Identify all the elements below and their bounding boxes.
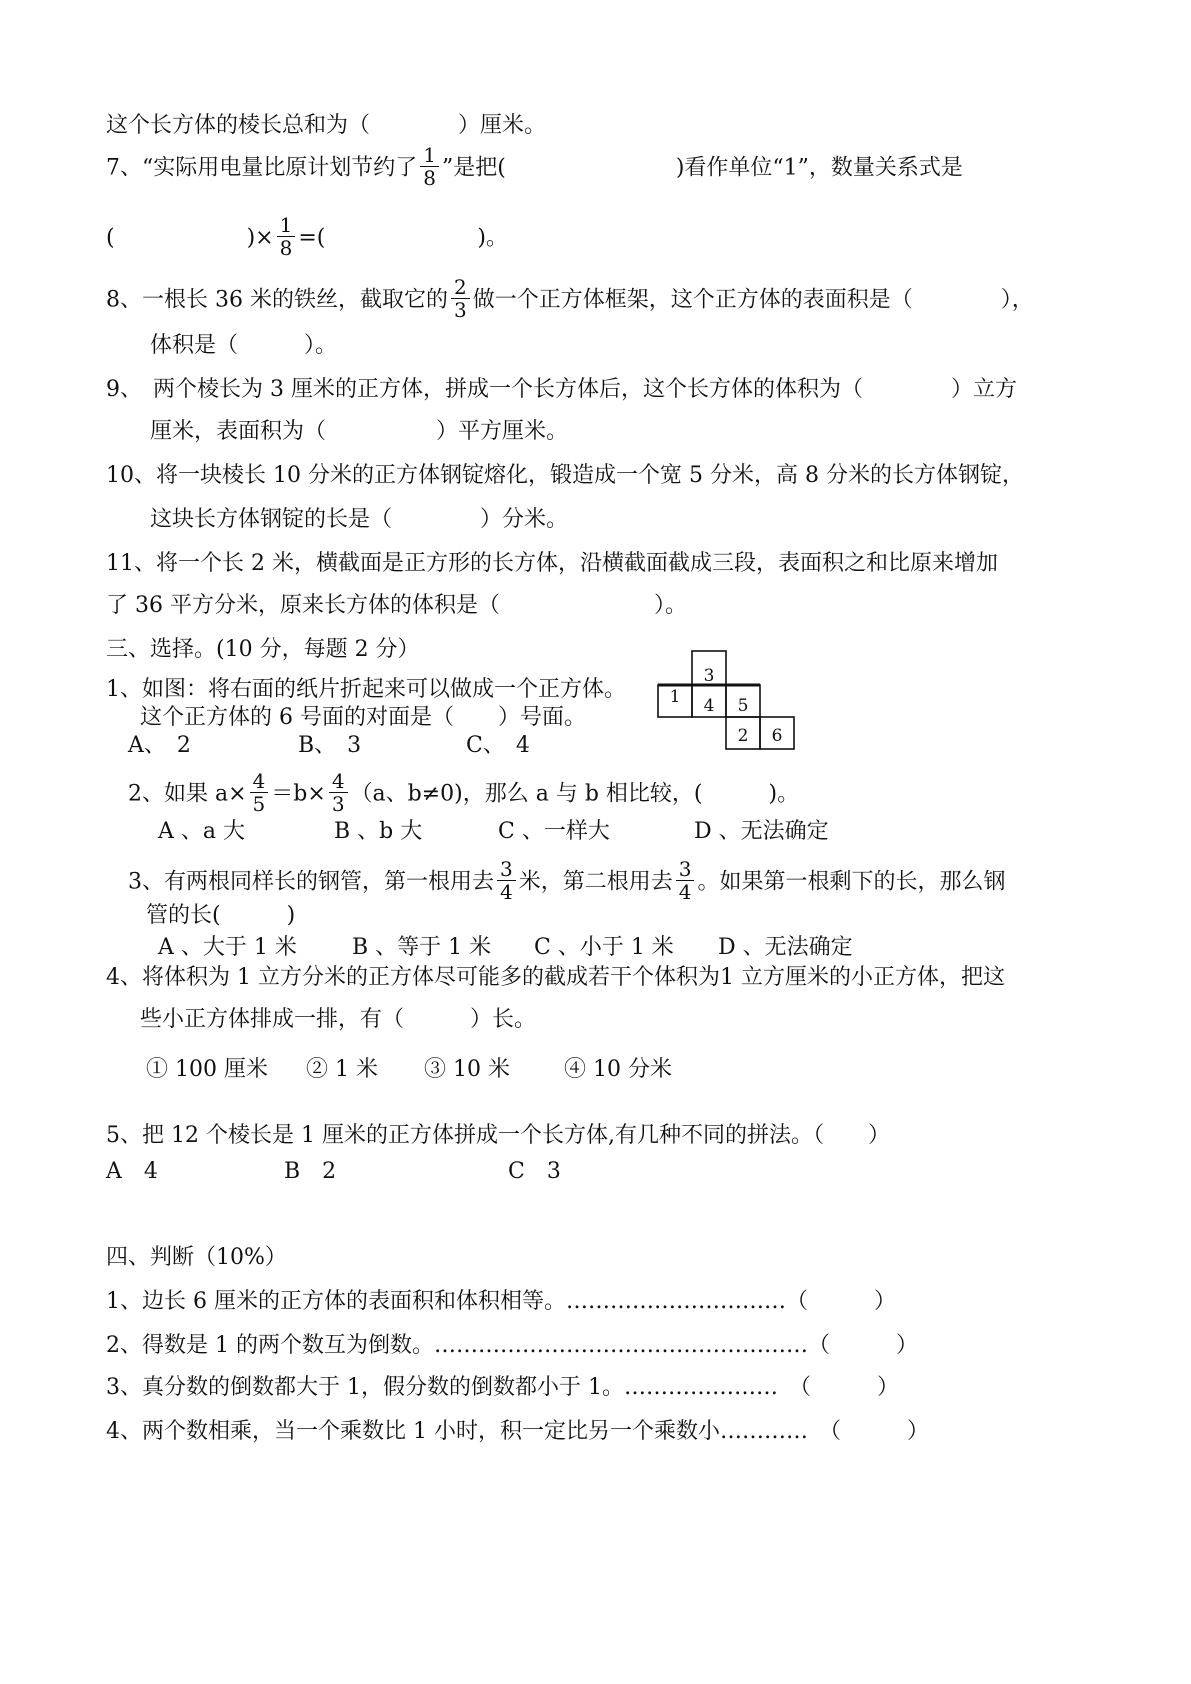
s3-q3-line2: 管的长( ) — [146, 903, 296, 928]
s3-q3-line1: 3、有两根同样长的钢管，第一根用去 $\frac{3}{4}$ 米，第二根用去 $\frac{3}{4}$ 。如果第一根剩下的长，那么钢 — [128, 857, 1006, 904]
net-label-4: 4 — [703, 696, 715, 716]
s3-q5-option-b[interactable]: B 2 — [284, 1159, 337, 1184]
q7-fraction-2: $\frac{1}{8}$ — [277, 214, 296, 259]
s3-q5-option-a[interactable]: A 4 — [106, 1159, 158, 1184]
net-label-1: 1 — [669, 687, 681, 707]
net-square-6 — [760, 717, 794, 749]
net-square-1 — [658, 685, 692, 717]
question-11-line2: 了 36 平方分米，原来长方体的体积是（ ）。 — [106, 593, 687, 618]
s3-q1-option-c[interactable]: C、 4 — [466, 733, 530, 758]
s3-q2-line1: 2、如果 a× $\frac{4}{5}$ ＝b× $\frac{4}{3}$ （a、b≠0)，那么 a 与 b 相比较，( )。 — [128, 769, 800, 816]
judge-item-2: 2、得数是 1 的两个数互为倒数。……………………………………………（ ） — [106, 1333, 918, 1358]
s3-q5-option-c[interactable]: C 3 — [508, 1159, 561, 1184]
q7-text-a: 7、“实际用电量比原计划节约了 — [106, 155, 418, 181]
question-10-line2: 这块长方体钢锭的长是（ ）分米。 — [150, 507, 569, 532]
s3-q1-line1: 1、如图：将右面的纸片折起来可以做成一个正方体。 — [106, 677, 626, 702]
net-label-6: 6 — [771, 726, 783, 746]
s3-q4-line1: 4、将体积为 1 立方分米的正方体尽可能多的截成若干个体积为1 立方厘米的小正方体，把这 — [106, 965, 1005, 990]
s3-q3-option-c[interactable]: C 、小于 1 米 — [534, 935, 674, 960]
net-square-4 — [692, 685, 726, 717]
question-10-line1: 10、将一块棱长 10 分米的正方体钢锭熔化，锻造成一个宽 5 分米，高 8 分米的长方体钢锭， — [106, 463, 1024, 488]
s3-q3-option-d[interactable]: D 、无法确定 — [718, 935, 853, 960]
s3-q4-option-2[interactable]: ② 1 米 — [306, 1057, 378, 1082]
question-9-line2: 厘米，表面积为（ ）平方厘米。 — [150, 419, 569, 444]
section-3-heading: 三、选择。(10 分，每题 2 分） — [106, 637, 420, 662]
s3-q1-option-a[interactable]: A、 2 — [128, 733, 191, 758]
s3-q2-fraction-2: $\frac{4}{3}$ — [329, 770, 348, 815]
s3-q1-line2: 这个正方体的 6 号面的对面是（ ）号面。 — [140, 705, 586, 730]
s3-q2-option-b[interactable]: B 、b 大 — [334, 819, 423, 844]
question-7-line2: ( )× $\frac{1}{8}$ =( )。 — [106, 213, 508, 260]
s3-q3-fraction-2: $\frac{3}{4}$ — [676, 858, 695, 903]
s3-q5-line1: 5、把 12 个棱长是 1 厘米的正方体拼成一个长方体,有几种不同的拼法。（ ） — [106, 1123, 890, 1148]
s3-q3-fraction-1: $\frac{3}{4}$ — [497, 858, 516, 903]
s3-q3-option-b[interactable]: B 、等于 1 米 — [352, 935, 492, 960]
s3-q4-option-3[interactable]: ③ 10 米 — [424, 1057, 510, 1082]
q7-text-b: ”是把( — [441, 155, 506, 181]
s3-q4-option-4[interactable]: ④ 10 分米 — [564, 1057, 672, 1082]
net-label-3: 3 — [703, 666, 715, 686]
q7-fraction: $\frac{1}{8}$ — [420, 144, 439, 189]
judge-item-3: 3、真分数的倒数都大于 1，假分数的倒数都小于 1。………………… （ ） — [106, 1375, 899, 1400]
q7-text-c: )看作单位“1”，数量关系式是 — [675, 155, 963, 181]
s3-q2-option-c[interactable]: C 、一样大 — [498, 819, 610, 844]
net-square-2 — [726, 717, 760, 749]
s3-q4-line2: 些小正方体排成一排，有（ ）长。 — [140, 1007, 537, 1032]
judge-item-1: 1、边长 6 厘米的正方体的表面积和体积相等。…………………………（ ） — [106, 1289, 896, 1314]
question-11-line1: 11、将一个长 2 米，横截面是正方形的长方体，沿横截面截成三段，表面积之和比原来增加 — [106, 551, 998, 576]
net-square-3 — [692, 651, 726, 685]
judge-item-4: 4、两个数相乘，当一个乘数比 1 小时，积一定比另一个乘数小………… （ ） — [106, 1419, 929, 1444]
section-4-heading: 四、判断（10%） — [106, 1245, 287, 1270]
s3-q1-option-b[interactable]: B、 3 — [298, 733, 362, 758]
question-8-line1: 8、一根长 36 米的铁丝，截取它的 $\frac{2}{3}$ 做一个正方体框架，这个正方体的表面积是（ ）， — [106, 275, 1034, 322]
question-7-line1 — [106, 143, 963, 191]
q6-continuation: 这个长方体的棱长总和为（ ）厘米。 — [106, 113, 547, 138]
s3-q2-fraction-1: $\frac{4}{5}$ — [250, 770, 269, 815]
question-9-line1: 9、 两个棱长为 3 厘米的正方体，拼成一个长方体后，这个长方体的体积为（ ）立方 — [106, 377, 1017, 402]
s3-q2-option-d[interactable]: D 、无法确定 — [694, 819, 829, 844]
s3-q2-option-a[interactable]: A 、a 大 — [158, 819, 245, 844]
question-8-line2: 体积是（ ）。 — [150, 333, 338, 358]
s3-q3-option-a[interactable]: A 、大于 1 米 — [158, 935, 297, 960]
net-label-5: 5 — [737, 696, 749, 716]
q8-fraction: $\frac{2}{3}$ — [451, 276, 470, 321]
s3-q4-option-1[interactable]: ① 100 厘米 — [146, 1057, 268, 1082]
net-label-2: 2 — [737, 726, 749, 746]
net-square-5 — [726, 685, 760, 717]
